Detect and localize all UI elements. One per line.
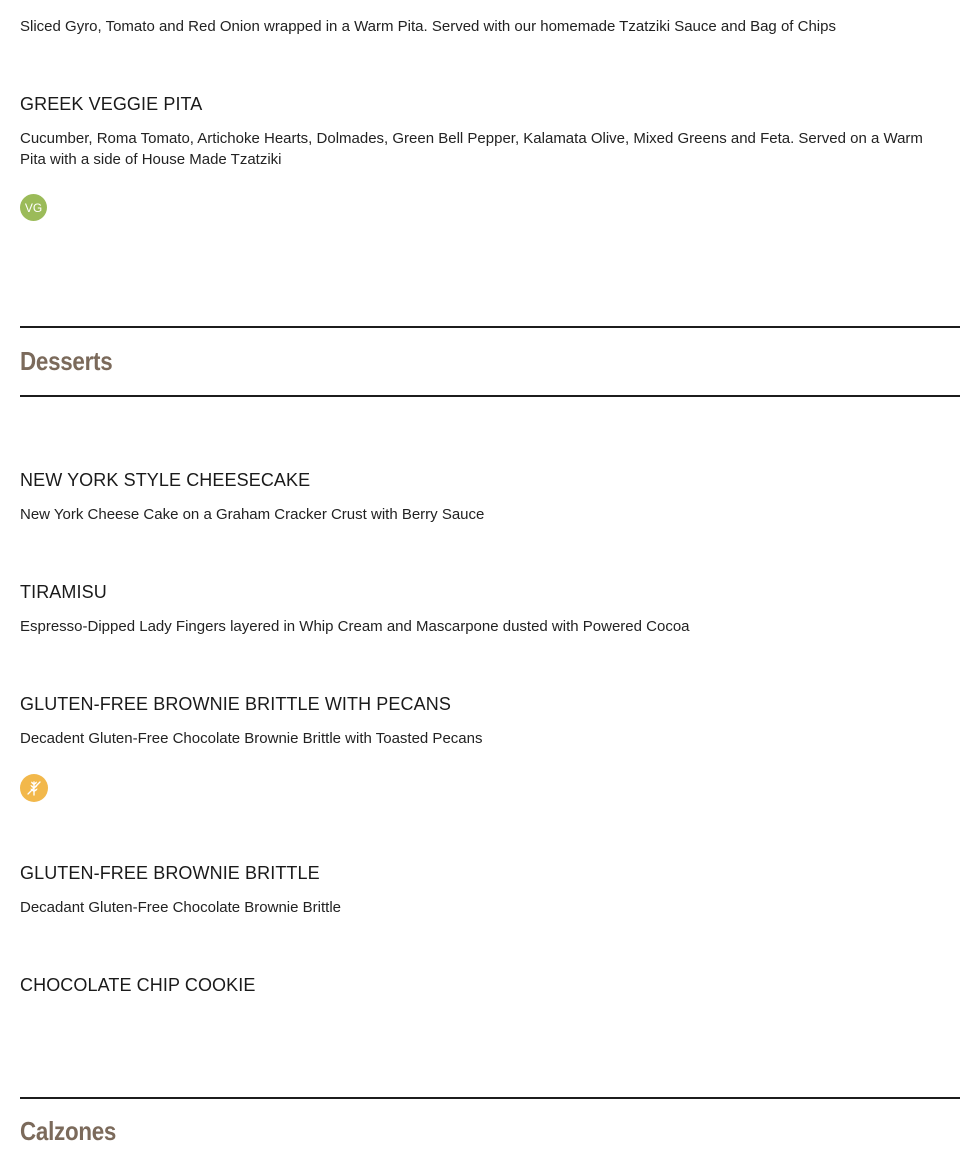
menu-item-title: CHOCOLATE CHIP COOKIE [20,975,256,995]
section-heading-calzones: Calzones [20,1116,117,1146]
greek-veggie-pita-description: Cucumber, Roma Tomato, Artichoke Hearts, Dolmades, Green Bell Pepper, Kalamata Olive, Mixed Greens and Feta. Served on a Warm Pita with a side of House Made Tzatziki [20,130,923,168]
section-divider-bottom [20,395,960,397]
menu-item-title: GLUTEN-FREE BROWNIE BRITTLE [20,863,320,883]
section-divider-top [20,1097,960,1099]
gyro-pita-description: Sliced Gyro, Tomato and Red Onion wrapped in a Warm Pita. Served with our homemade Tzatziki Sauce and Bag of Chips [20,18,836,35]
wheat-icon [25,779,43,797]
menu-item-description: Espresso-Dipped Lady Fingers layered in Whip Cream and Mascarpone dusted with Powered Cocoa [20,618,690,635]
menu-item-title: TIRAMISU [20,582,107,602]
menu-item-title: NEW YORK STYLE CHEESECAKE [20,470,311,490]
greek-veggie-pita-title: GREEK VEGGIE PITA [20,94,203,114]
menu-item-title: GLUTEN-FREE BROWNIE BRITTLE WITH PECANS [20,694,451,714]
gluten-free-wheat-icon [20,774,48,802]
menu-item-description: New York Cheese Cake on a Graham Cracker Crust with Berry Sauce [20,506,485,523]
menu-item-description: Decadent Gluten-Free Chocolate Brownie Brittle with Toasted Pecans [20,730,483,747]
menu-item-description: Decadant Gluten-Free Chocolate Brownie Brittle [20,899,341,916]
section-heading-desserts: Desserts [20,346,113,376]
vegetarian-badge-label: VG [24,200,43,215]
vegetarian-icon [20,194,47,221]
section-divider-top [20,326,960,328]
